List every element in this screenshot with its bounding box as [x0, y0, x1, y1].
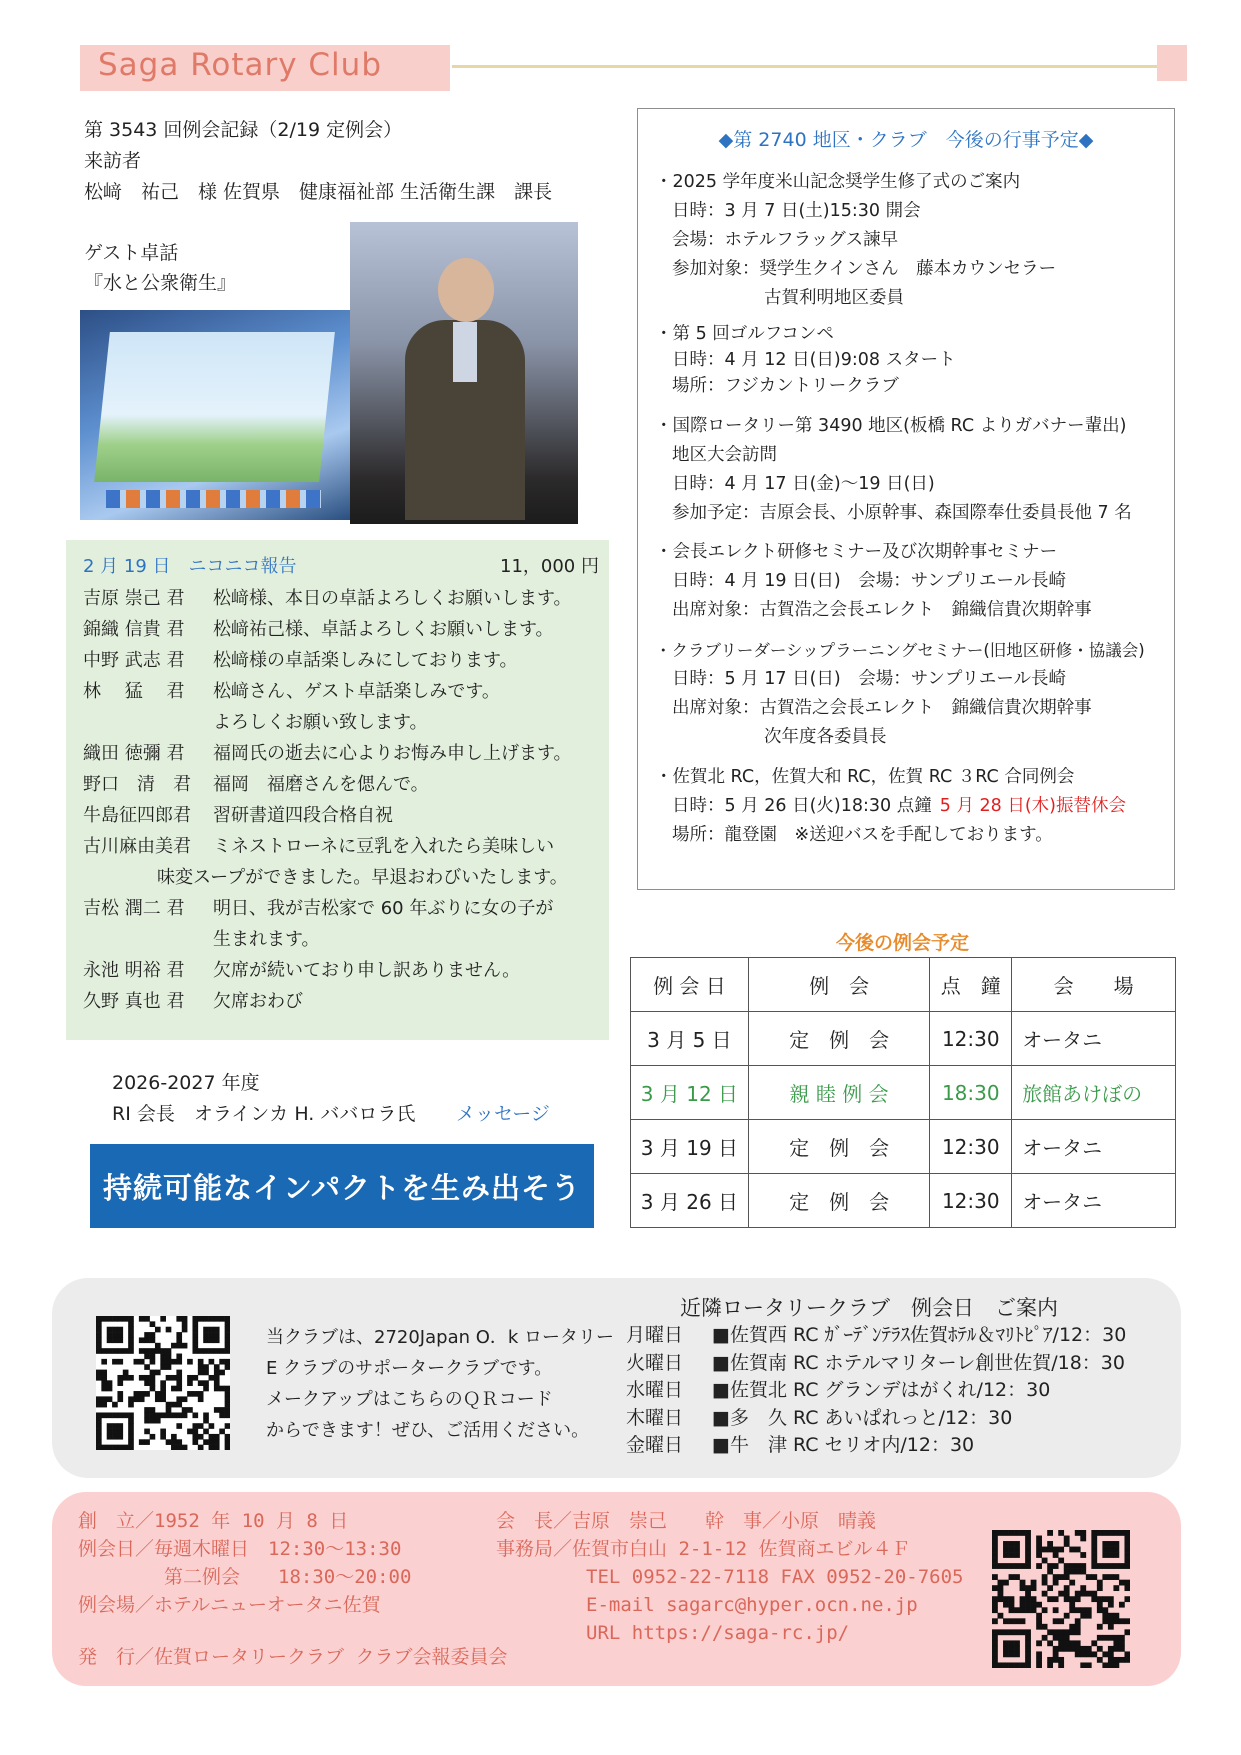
- presentation-slide-image: [80, 310, 350, 520]
- district-event-line: [672, 792, 1126, 821]
- member-name: 錦織 信貴 君: [83, 619, 185, 640]
- district-event-line: [672, 255, 1056, 284]
- member-message: 松﨑祐己様、卓話よろしくお願いします。: [213, 619, 554, 640]
- nearby-club-row: [626, 1350, 1125, 1377]
- member-name: 古川麻由美君: [83, 836, 191, 857]
- visitor-name: 松﨑 祐己 様 佐賀県 健康福祉部 生活衛生課 課長: [84, 181, 553, 203]
- footer-email[interactable]: E-mail sagarc@hyper.ocn.ne.jp: [586, 1594, 918, 1616]
- district-event-line: [672, 567, 1066, 596]
- niko-report-row: [83, 800, 393, 831]
- club-meeting-info: ■佐賀南 RC ホテルマリターレ創世佐賀/18：30: [712, 1351, 1125, 1374]
- member-message: 福岡 福磨さんを偲んで。: [213, 774, 429, 795]
- footer-meeting-day: 例会日／毎週木曜日 12:30～13:30: [78, 1538, 402, 1560]
- district-event-line: [672, 596, 1092, 625]
- member-name: 吉原 崇己 君: [83, 588, 185, 609]
- weekday: 金曜日: [626, 1434, 684, 1456]
- district-event-text: 場所：龍登園 ※送迎バスを手配しております。: [672, 825, 1053, 845]
- district-event-text: 古賀利明地区委員: [764, 288, 904, 308]
- ri-theme-banner: 持続可能なインパクトを生み出そう: [90, 1144, 594, 1228]
- eclub-text-line: メークアップはこちらのＱＲコード: [266, 1389, 553, 1410]
- member-message: 松﨑さん、ゲスト卓話楽しみです。: [213, 681, 500, 702]
- member-message: 欠席が続いており申し訳ありません。: [213, 960, 521, 981]
- schedule-time: 12:30: [930, 1012, 1012, 1066]
- member-message: 欠席おわび: [213, 991, 303, 1012]
- schedule-table: [630, 957, 1176, 1228]
- district-event-text: 日時：5 月 17 日(日) 会場：サンプリエール長崎: [672, 669, 1066, 689]
- schedule-meeting: 定 例 会: [748, 1174, 929, 1228]
- weekday: 月曜日: [626, 1324, 684, 1346]
- district-event-text: 日時：4 月 19 日(日) 会場：サンプリエール長崎: [672, 571, 1066, 591]
- footer-second-meeting: 第二例会 18:30～20:00: [164, 1566, 412, 1588]
- club-meeting-info: ■佐賀西 RC ｶﾞｰﾃﾞﾝﾃﾗｽ佐賀ﾎﾃﾙ＆ﾏﾘﾄﾋﾟｱ/12：30: [712, 1324, 1127, 1346]
- schedule-venue: オータニ: [1012, 1174, 1176, 1228]
- niko-report-row: [83, 893, 553, 924]
- niko-report-amount: 11，000 円: [500, 556, 599, 577]
- member-message: ミネストローネに豆乳を入れたら美味しい: [213, 836, 555, 857]
- niko-report-row: [83, 924, 320, 955]
- district-event-line: [655, 636, 1145, 665]
- niko-report-row: [83, 645, 518, 676]
- eclub-text-line: 当クラブは、2720Japan O．k ロータリー: [266, 1327, 615, 1348]
- member-message: 松﨑様、本日の卓話よろしくお願いします。: [213, 588, 572, 609]
- district-event-line: [672, 197, 921, 226]
- eclub-text-line: からできます！ぜひ、ご活用ください。: [266, 1420, 590, 1441]
- schedule-date: 3 月 12 日: [631, 1066, 749, 1120]
- website-qr-code[interactable]: [992, 1530, 1130, 1668]
- schedule-row: [631, 1120, 1176, 1174]
- district-event-text: 日時：4 月 12 日(日)9:08 スタート: [672, 350, 956, 370]
- member-name: 織田 徳彌 君: [83, 743, 185, 764]
- member-name: 中野 武志 君: [83, 650, 185, 671]
- district-event-text: ・クラブリーダーシップラーニングセミナー(旧地区研修・協議会): [655, 641, 1145, 660]
- district-event-line: [672, 441, 777, 470]
- niko-report-row: [83, 583, 572, 614]
- district-event-text: 日時：5 月 26 日(火)18:30 点鐘: [672, 796, 932, 816]
- schedule-row: [631, 1012, 1176, 1066]
- ri-message-label: メッセージ: [456, 1103, 550, 1125]
- district-event-line: [764, 723, 887, 752]
- header-corner-block: [1157, 45, 1187, 81]
- member-name: 牛島征四郎君: [83, 805, 191, 826]
- schedule-date: 3 月 5 日: [631, 1012, 749, 1066]
- nearby-club-row: [626, 1377, 1050, 1404]
- district-event-line: [672, 694, 1092, 723]
- header-rule: [452, 65, 1157, 68]
- member-name: 野口 清 君: [83, 774, 191, 795]
- footer-office-address: 事務局／佐賀市白山 2-1-12 佐賀商エビル４Ｆ: [496, 1538, 911, 1560]
- district-event-line: [672, 499, 1132, 528]
- member-name: 久野 真也 君: [83, 991, 185, 1012]
- footer-publisher: 発 行／佐賀ロータリークラブ クラブ会報委員会: [78, 1646, 508, 1668]
- guest-talk-label: ゲスト卓話: [84, 242, 179, 264]
- club-meeting-info: ■牛 津 RC セリオ内/12：30: [712, 1434, 975, 1456]
- schedule-row: [631, 1066, 1176, 1120]
- schedule-meeting: 親 睦 例 会: [748, 1066, 929, 1120]
- record-title: 第 3543 回例会記録（2/19 定例会）: [84, 119, 403, 141]
- district-event-text: 出席対象：古賀浩之会長エレクト 錦織信貴次期幹事: [672, 698, 1092, 718]
- eclub-qr-code[interactable]: [96, 1316, 230, 1450]
- schedule-header-time: 点 鐘: [930, 958, 1012, 1012]
- footer-url[interactable]: URL https://saga-rc.jp/: [586, 1622, 850, 1644]
- member-message: 明日、我が吉松家で 60 年ぶりに女の子が: [213, 898, 554, 919]
- district-event-line: [655, 168, 1020, 197]
- schedule-header-venue: 会 場: [1012, 958, 1176, 1012]
- district-events-title: ◆第 2740 地区・クラブ 今後の行事予定◆: [718, 129, 1094, 151]
- member-message: 味変スープができました。早退おわびいたします。: [157, 867, 568, 888]
- schedule-date: 3 月 19 日: [631, 1120, 749, 1174]
- footer-tel-fax: TEL 0952-22-7118 FAX 0952-20-7605: [586, 1566, 964, 1588]
- niko-report-row: [83, 831, 554, 862]
- nearby-club-row: [626, 1405, 1012, 1432]
- schedule-venue: 旅館あけぼの: [1012, 1066, 1176, 1120]
- footer-officers: 会 長／吉原 崇己 幹 事／小原 晴義: [496, 1510, 877, 1532]
- district-event-line: [764, 284, 904, 313]
- district-event-text: 会場：ホテルフラッグス諫早: [672, 230, 899, 250]
- district-event-text: 参加対象：奨学生クインさん 藤本カウンセラー: [672, 259, 1057, 279]
- district-event-line: [672, 226, 898, 255]
- niko-report-row: [83, 986, 303, 1017]
- nearby-club-row: [626, 1322, 1126, 1349]
- district-event-text: 場所：フジカントリークラブ: [672, 376, 899, 396]
- district-event-text: 地区大会訪問: [672, 445, 777, 465]
- niko-report-row: [83, 955, 520, 986]
- visitor-label: 来訪者: [84, 150, 142, 172]
- member-message: 松﨑様の卓話楽しみにしております。: [213, 650, 518, 671]
- district-event-line: [655, 763, 1074, 792]
- member-message: 生まれます。: [213, 929, 320, 950]
- footer-founded: 創 立／1952 年 10 月 8 日: [78, 1510, 349, 1532]
- member-name: 吉松 潤二 君: [83, 898, 185, 919]
- eclub-text-line: E クラブのサポータークラブです。: [266, 1358, 553, 1379]
- speaker-photo: [350, 222, 578, 524]
- niko-report-row: [83, 676, 500, 707]
- district-event-text: ・2025 学年度米山記念奨学生修了式のご案内: [655, 172, 1021, 192]
- footer-venue: 例会場／ホテルニューオータニ佐賀: [78, 1594, 381, 1616]
- schedule-time: 12:30: [930, 1174, 1012, 1228]
- club-meeting-info: ■多 久 RC あいぱれっと/12：30: [712, 1406, 1013, 1429]
- district-event-line: [655, 412, 1126, 441]
- district-event-line: [672, 470, 935, 499]
- niko-report-row: [83, 738, 572, 769]
- niko-report-row: [83, 862, 568, 893]
- district-event-line: [672, 372, 899, 401]
- guest-talk-title: 『水と公衆衛生』: [84, 272, 237, 294]
- member-message: 習研書道四段合格自祝: [213, 805, 393, 826]
- district-event-text: ・会長エレクト研修セミナー及び次期幹事セミナー: [655, 542, 1058, 562]
- schedule-venue: オータニ: [1012, 1120, 1176, 1174]
- district-event-text: 出席対象：古賀浩之会長エレクト 錦織信貴次期幹事: [672, 600, 1092, 620]
- member-name: 永池 明裕 君: [83, 960, 185, 981]
- district-event-line: [655, 538, 1057, 567]
- niko-report-row: [83, 707, 428, 738]
- district-event-text: 日時：3 月 7 日(土)15:30 開会: [672, 201, 921, 221]
- district-event-text: ・第 5 回ゴルフコンペ: [655, 324, 834, 344]
- nearby-clubs-title: 近隣ロータリークラブ 例会日 ご案内: [680, 1296, 1058, 1320]
- niko-report-heading: 2 月 19 日 ニコニコ報告: [83, 556, 297, 577]
- weekday: 火曜日: [626, 1351, 684, 1374]
- club-meeting-info: ■佐賀北 RC グランデはがくれ/12：30: [712, 1379, 1051, 1401]
- schedule-meeting: 定 例 会: [748, 1120, 929, 1174]
- nearby-club-row: [626, 1432, 974, 1459]
- district-event-line: [672, 346, 956, 375]
- schedule-time: 18:30: [930, 1066, 1012, 1120]
- district-event-text: 参加予定：吉原会長、小原幹事、森国際奉仕委員長他 7 名: [672, 503, 1132, 523]
- member-message: 福岡氏の逝去に心よりお悔み申し上げます。: [213, 743, 572, 764]
- district-event-line: [672, 665, 1066, 694]
- schedule-header-date: 例 会 日: [631, 958, 749, 1012]
- district-event-line: [672, 821, 1053, 850]
- cancellation-note: 5 月 28 日(木)振替休会: [939, 796, 1126, 816]
- weekday: 水曜日: [626, 1379, 684, 1401]
- member-name: 林 猛 君: [83, 681, 185, 702]
- niko-report-row: [83, 614, 554, 645]
- member-message: よろしくお願い致します。: [213, 712, 428, 733]
- weekday: 木曜日: [626, 1406, 684, 1429]
- schedule-time: 12:30: [930, 1120, 1012, 1174]
- ri-president: RI 会長 オラインカ H. ババロラ氏: [112, 1103, 416, 1125]
- schedule-row: [631, 1174, 1176, 1228]
- district-event-text: 日時：4 月 17 日(金)～19 日(日): [672, 474, 935, 494]
- schedule-date: 3 月 26 日: [631, 1174, 749, 1228]
- niko-report-row: [83, 769, 429, 800]
- district-event-text: 次年度各委員長: [764, 727, 887, 747]
- club-title: Saga Rotary Club: [98, 47, 382, 83]
- schedule-header-row: [631, 958, 1176, 1012]
- ri-year: 2026-2027 年度: [112, 1072, 260, 1094]
- district-event-text: ・国際ロータリー第 3490 地区(板橋 RC よりガバナー輩出): [655, 416, 1127, 436]
- district-event-text: ・佐賀北 RC，佐賀大和 RC，佐賀 RC ３RC 合同例会: [655, 767, 1075, 787]
- district-event-line: [655, 320, 834, 349]
- schedule-meeting: 定 例 会: [748, 1012, 929, 1066]
- schedule-header-meeting: 例 会: [748, 958, 929, 1012]
- schedule-venue: オータニ: [1012, 1012, 1176, 1066]
- schedule-title: 今後の例会予定: [835, 932, 969, 954]
